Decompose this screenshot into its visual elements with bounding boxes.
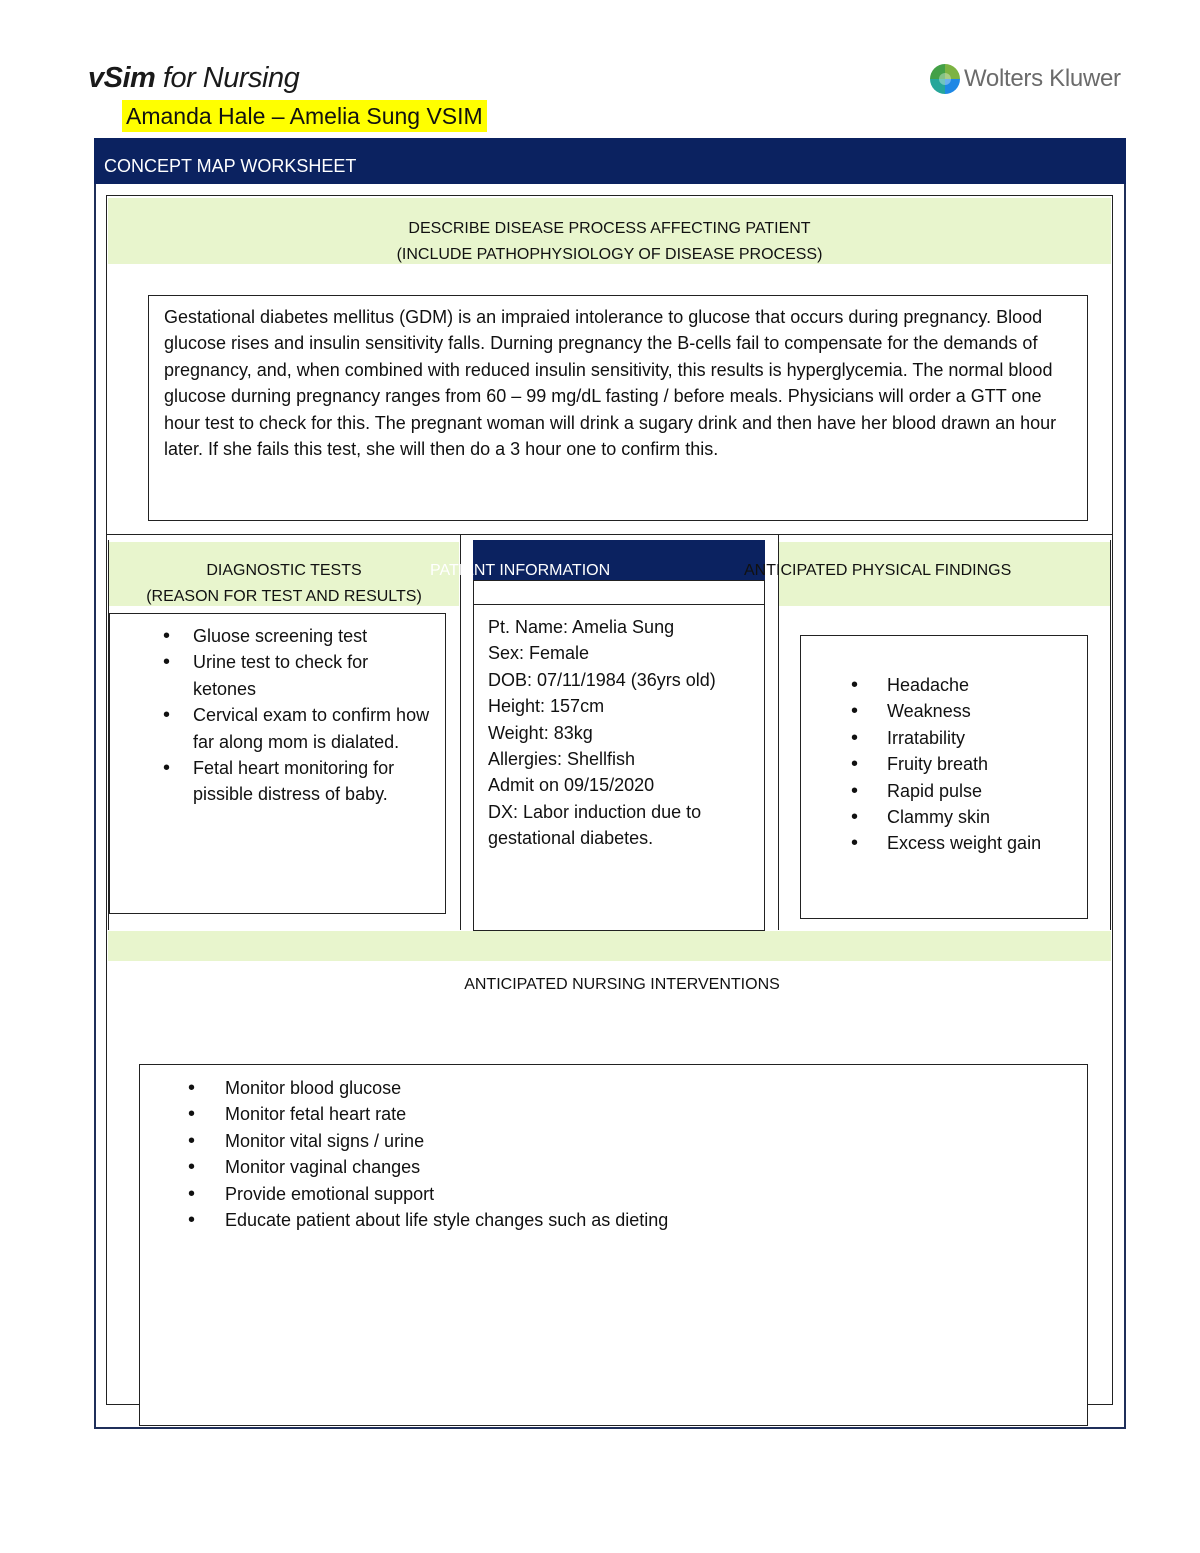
disease-process-heading-line2: (INCLUDE PATHOPHYSIOLOGY OF DISEASE PROCESS) xyxy=(396,246,823,263)
physical-finding-item: • Headache xyxy=(851,672,1077,698)
nursing-intervention-item: • Provide emotional support xyxy=(188,1181,1077,1207)
physical-findings-heading-hidden: ANT xyxy=(744,562,776,579)
worksheet-title: CONCEPT MAP WORKSHEET xyxy=(104,156,357,176)
diagnostic-tests-heading-line2: (REASON FOR TEST AND RESULTS) xyxy=(146,588,422,605)
diagnostic-test-item: • Gluose screening test xyxy=(163,623,435,649)
publisher-name: Wolters Kluwer xyxy=(964,65,1121,92)
patient-weight: Weight: 83kg xyxy=(488,722,593,743)
diagnostic-tests-heading xyxy=(109,558,459,610)
nursing-interventions-list xyxy=(188,1075,1077,1233)
diagnostic-test-item: • Fetal heart monitoring for pissible distress of baby. xyxy=(163,755,435,808)
nursing-intervention-item: • Educate patient about life style changes such as dieting xyxy=(188,1207,1077,1233)
vsim-brand-logo xyxy=(88,62,299,95)
physical-finding-item: • Excess weight gain xyxy=(851,830,1077,856)
diagnostic-test-item: • Urine test to check for ketones xyxy=(163,649,435,702)
disease-process-text: Gestational diabetes mellitus (GDM) is an impraied intolerance to glucose that occurs during pregnancy. Blood glucose rises and insulin sensitivity falls. Durning pregnancy the B-cells fail to compensate for the demands of pregnancy, and, when combined with reduced insulin sensitivity, this results is hyperglycemia. The normal blood glucose durning pregnancy ranges from 60 – 99 mg/dL fasting / before meals. Physicians will order a GTT one hour test to check for this. The pregnant woman will drink a sugary drink and then have her blood drawn an hour later. If she fails this test, she will then do a 3 hour one to confirm this. xyxy=(164,307,1057,460)
disease-process-heading xyxy=(108,216,1111,268)
physical-finding-item: • Irratability xyxy=(851,725,1077,751)
patient-info-heading-hidden: PATI xyxy=(430,562,464,579)
patient-name: Pt. Name: Amelia Sung xyxy=(488,617,675,637)
patient-diagnosis: DX: Labor induction due to gestational diabetes. xyxy=(488,801,702,849)
brand-v: v xyxy=(88,62,104,94)
nursing-intervention-item: • Monitor vaginal changes xyxy=(188,1154,1077,1180)
patient-height: Height: 157cm xyxy=(488,696,605,717)
right-edge-line xyxy=(1110,540,1111,930)
physical-finding-item: • Fruity breath xyxy=(851,751,1077,777)
patient-info-heading-visible: ENT INFORMATION xyxy=(463,562,611,579)
disease-process-text-box xyxy=(148,295,1088,521)
patient-admit-date: Admit on 09/15/2020 xyxy=(488,775,655,796)
nursing-intervention-item: • Monitor fetal heart rate xyxy=(188,1101,1077,1127)
nursing-interventions-heading: ANTICIPATED NURSING INTERVENTIONS xyxy=(464,976,780,993)
wolters-kluwer-globe-icon xyxy=(930,64,960,94)
patient-allergies: Allergies: Shellfish xyxy=(488,749,636,770)
nursing-interventions-box xyxy=(139,1064,1088,1426)
physical-findings-heading-visible: ICIPATED PHYSICAL FINDINGS xyxy=(776,562,1012,579)
brand-for-nursing: for Nursing xyxy=(155,62,300,94)
physical-findings-list xyxy=(851,672,1077,857)
physical-finding-item: • Clammy skin xyxy=(851,804,1077,830)
author-line: Amanda Hale – Amelia Sung VSIM xyxy=(122,100,487,132)
nursing-interventions-header-band xyxy=(108,931,1111,961)
physical-findings-heading xyxy=(744,558,1011,584)
diagnostic-tests-list xyxy=(163,623,435,808)
wolters-kluwer-logo xyxy=(930,62,1121,96)
disease-process-divider xyxy=(106,534,1113,535)
patient-info-header-divider xyxy=(473,604,765,605)
physical-findings-box xyxy=(800,635,1088,919)
patient-sex: Sex: Female xyxy=(488,643,590,664)
bottom-left-tick xyxy=(108,1404,140,1405)
disease-process-heading-line1: DESCRIBE DISEASE PROCESS AFFECTING PATIENT xyxy=(408,220,811,237)
physical-finding-item: • Rapid pulse xyxy=(851,778,1077,804)
patient-dob: DOB: 07/11/1984 (36yrs old) xyxy=(488,669,716,690)
brand-sim: Sim xyxy=(103,62,156,94)
nursing-intervention-item: • Monitor blood glucose xyxy=(188,1075,1077,1101)
physical-finding-item: • Weakness xyxy=(851,698,1077,724)
bottom-right-tick xyxy=(1087,1404,1112,1405)
diagnostic-tests-box xyxy=(109,613,446,914)
diagnostic-test-item: • Cervical exam to confirm how far along mom is dialated. xyxy=(163,702,435,755)
column-divider-left xyxy=(460,534,461,930)
patient-info-details xyxy=(488,614,760,852)
nursing-intervention-item: • Monitor vital signs / urine xyxy=(188,1128,1077,1154)
diagnostic-tests-heading-line1: DIAGNOSTIC TESTS xyxy=(206,562,362,579)
